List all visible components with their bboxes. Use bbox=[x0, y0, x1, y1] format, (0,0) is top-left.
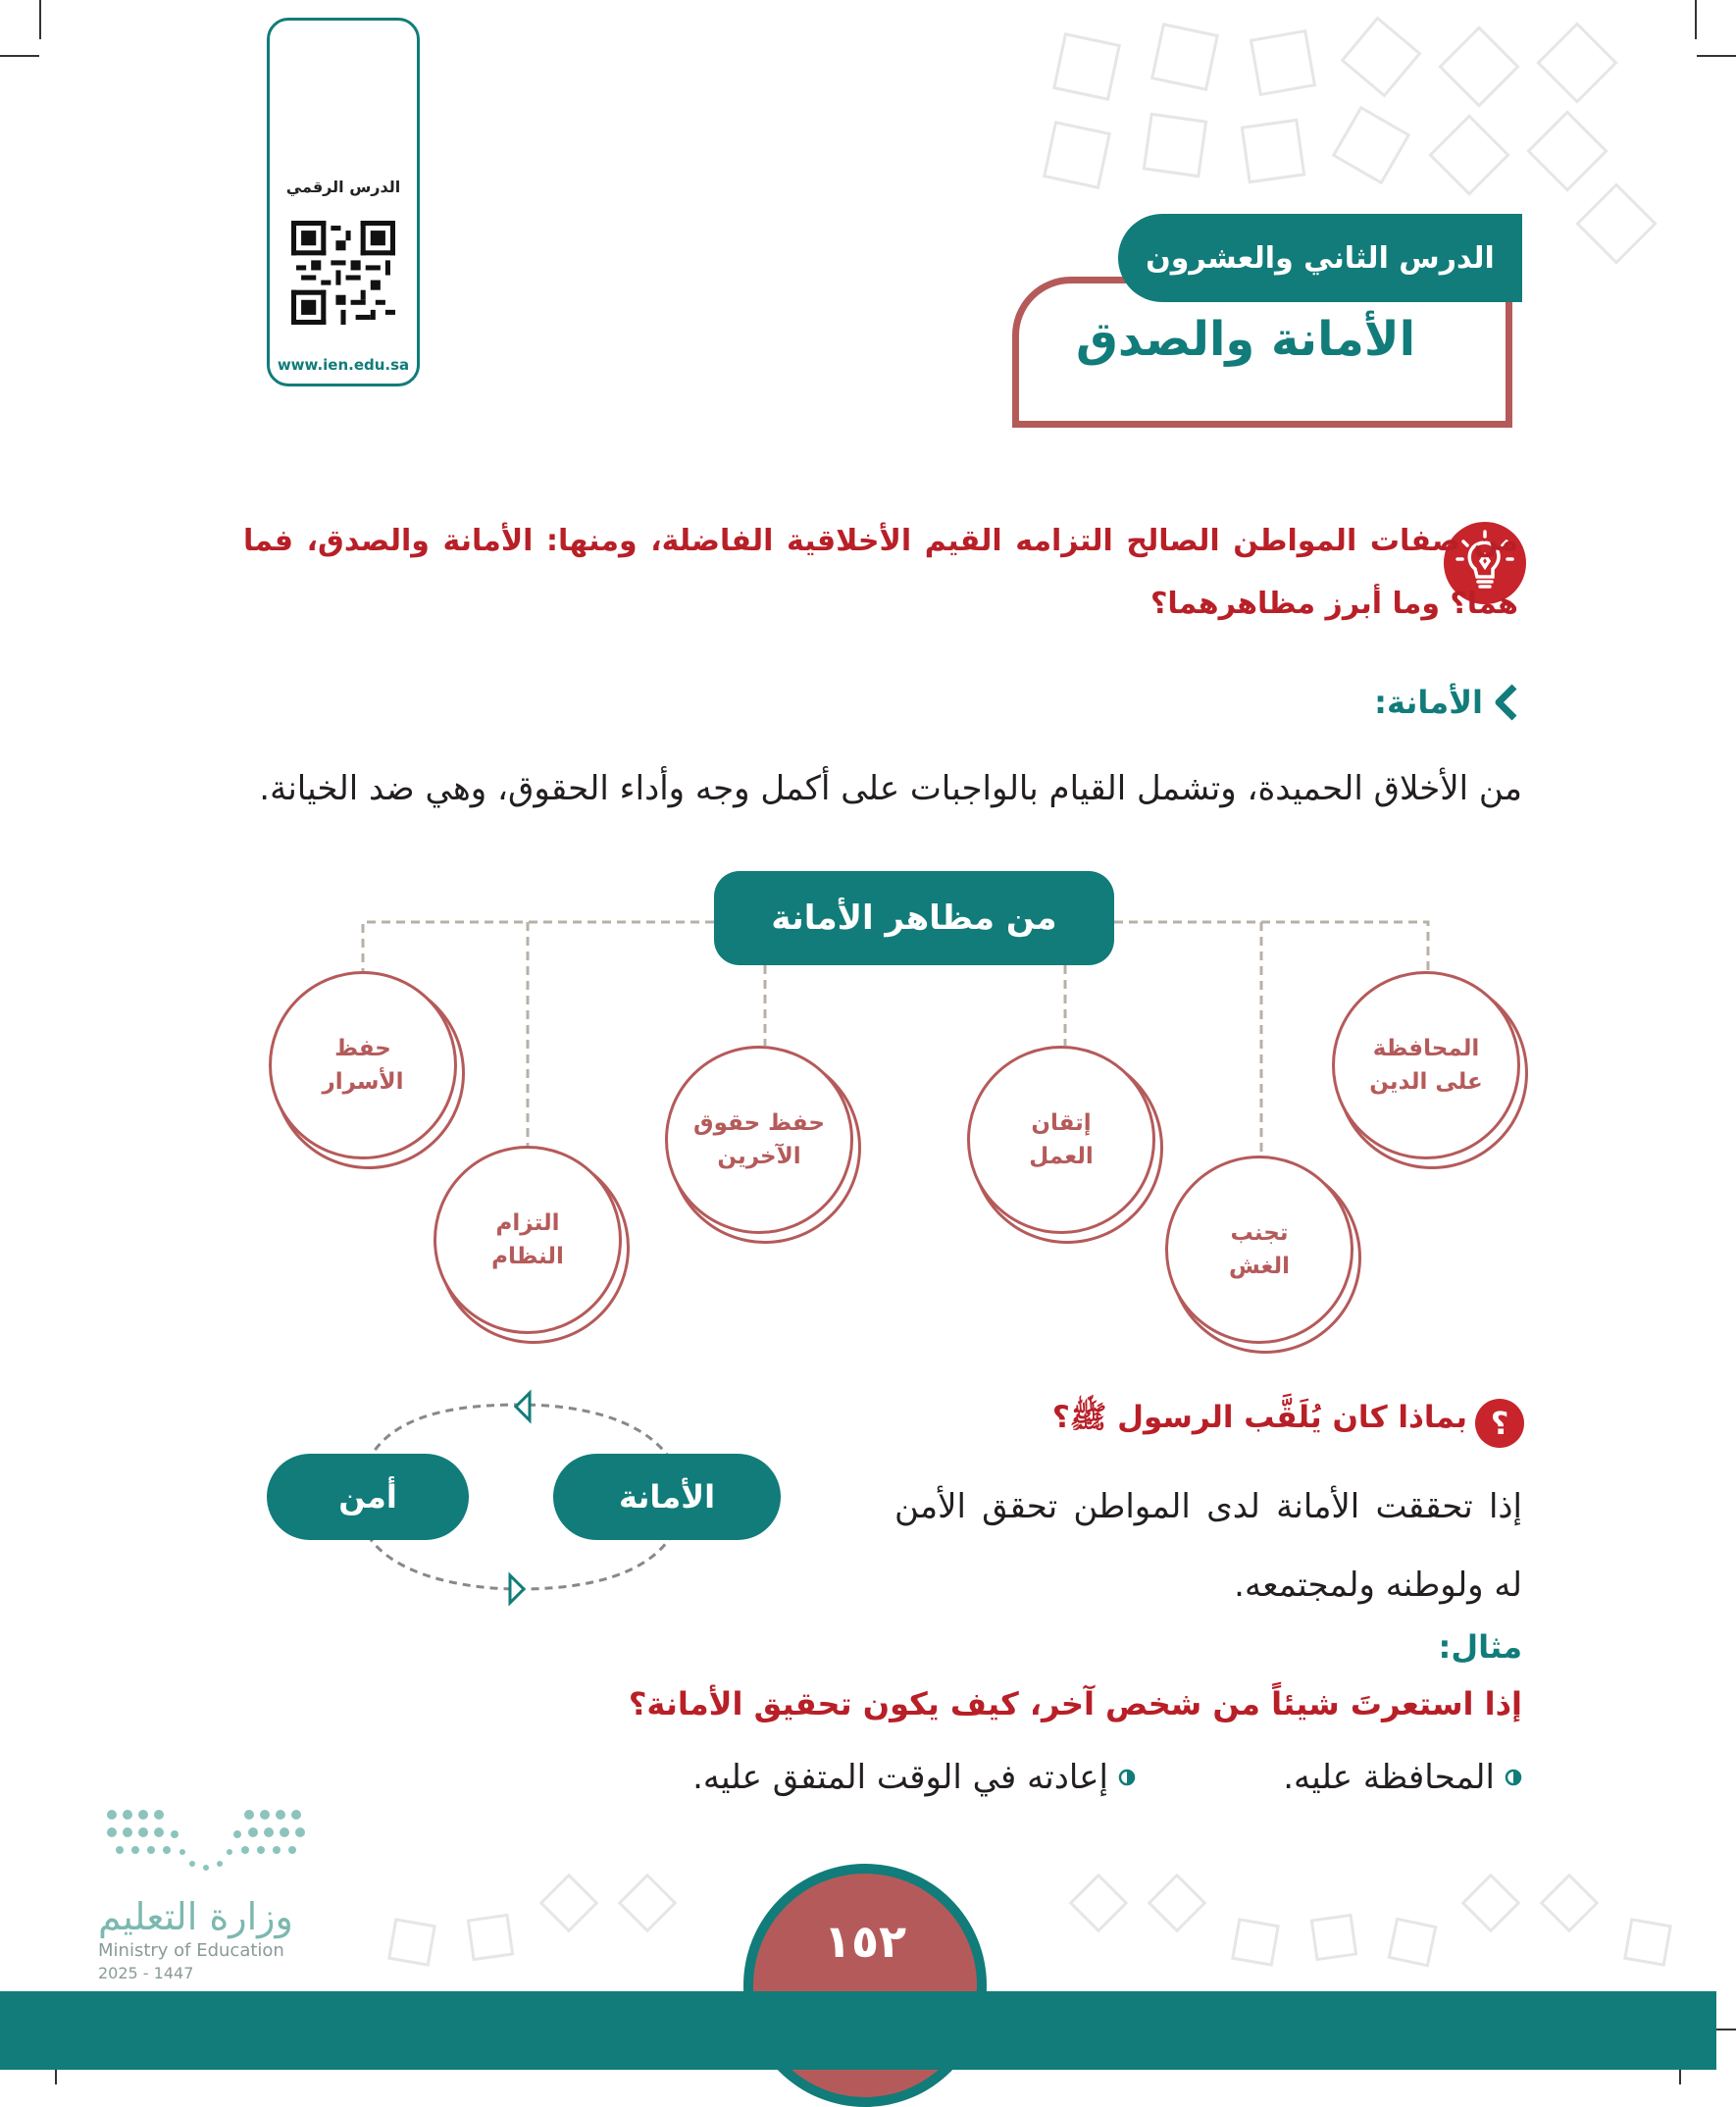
aspect-line: المحافظة bbox=[1372, 1036, 1480, 1061]
example-question: إذا استعرتَ شيئاً من شخص آخر، كيف يكون تحقيق الأمانة؟ bbox=[628, 1685, 1522, 1722]
bullet-item bbox=[692, 1758, 1136, 1797]
aspect-line: التزام bbox=[495, 1210, 560, 1236]
digital-lesson-url[interactable]: www.ien.edu.sa bbox=[277, 356, 410, 374]
aspect-circle bbox=[1165, 1156, 1353, 1344]
arrow-right-icon bbox=[510, 1575, 524, 1603]
ministry-logo-icon bbox=[102, 1805, 318, 1883]
bullet-icon bbox=[1118, 1769, 1136, 1786]
diagram-title-text: من مظاهر الأمانة bbox=[771, 899, 1057, 938]
question-icon bbox=[1475, 1399, 1524, 1448]
aspect-line: إتقان bbox=[1031, 1110, 1092, 1136]
digital-lesson-label: الدرس الرقمي bbox=[285, 178, 401, 196]
question-answer: إذا تحققت الأمانة لدى المواطن تحقق الأمن له ولوطنه ولمجتمعه. bbox=[894, 1487, 1522, 1605]
aspect-line: حفظ حقوق bbox=[693, 1110, 825, 1136]
aspect-line: الآخرين bbox=[717, 1144, 801, 1169]
ministry-name-ar: وزارة التعليم bbox=[98, 1895, 293, 1938]
cycle-amana-label: الأمانة bbox=[618, 1478, 716, 1516]
ministry-name-en: Ministry of Education bbox=[98, 1940, 284, 1961]
cycle-security-label: أمن bbox=[338, 1478, 397, 1516]
amana-definition: من الأخلاق الحميدة، وتشمل القيام بالواجبات على أكمل وجه وأداء الحقوق، وهي ضد الخيانة. bbox=[259, 769, 1522, 808]
footer-bar bbox=[0, 1991, 1716, 2070]
aspect-line: النظام bbox=[491, 1244, 564, 1269]
arrow-left-icon bbox=[516, 1393, 530, 1420]
aspect-line: الغش bbox=[1228, 1254, 1290, 1279]
question-heading: بماذا كان يُلَقَّب الرسول ﷺ؟ bbox=[1051, 1400, 1467, 1435]
edition-year: 2025 - 1447 bbox=[98, 1964, 194, 1982]
aspect-circle bbox=[967, 1046, 1155, 1234]
example-label: مثال: bbox=[1438, 1628, 1522, 1666]
diagram-title bbox=[714, 871, 1114, 965]
aspect-line: العمل bbox=[1029, 1144, 1094, 1169]
amana-heading-text: الأمانة: bbox=[1374, 684, 1483, 721]
aspect-line: حفظ bbox=[334, 1036, 391, 1061]
lesson-title: الأمانة والصدق bbox=[1075, 312, 1416, 367]
aspect-circle bbox=[434, 1146, 622, 1334]
bullet-icon bbox=[1505, 1769, 1522, 1786]
cycle-security-pill bbox=[267, 1454, 469, 1540]
aspect-circle bbox=[665, 1046, 853, 1234]
intro-question: من صفات المواطن الصالح التزامه القيم الأخلاقية الفاضلة، ومنها: الأمانة والصدق، فما هما؟ وما أبرز مظاهرهما؟ bbox=[243, 524, 1518, 621]
aspect-line: الأسرار bbox=[322, 1069, 404, 1095]
bullet-text: إعادته في الوقت المتفق عليه. bbox=[692, 1758, 1108, 1797]
aspect-line: تجنب bbox=[1230, 1220, 1289, 1246]
bullet-item bbox=[1283, 1758, 1522, 1797]
question-mark: ؟ bbox=[1490, 1405, 1509, 1442]
aspect-circle bbox=[269, 971, 457, 1159]
aspect-circle bbox=[1332, 971, 1520, 1159]
bullet-text: المحافظة عليه. bbox=[1283, 1758, 1495, 1797]
aspect-line: على الدين bbox=[1369, 1069, 1483, 1095]
lesson-number-label: الدرس الثاني والعشرون bbox=[1146, 240, 1495, 276]
page-number: ١٥٢ bbox=[823, 1915, 907, 1968]
cycle-amana-pill bbox=[553, 1454, 781, 1540]
